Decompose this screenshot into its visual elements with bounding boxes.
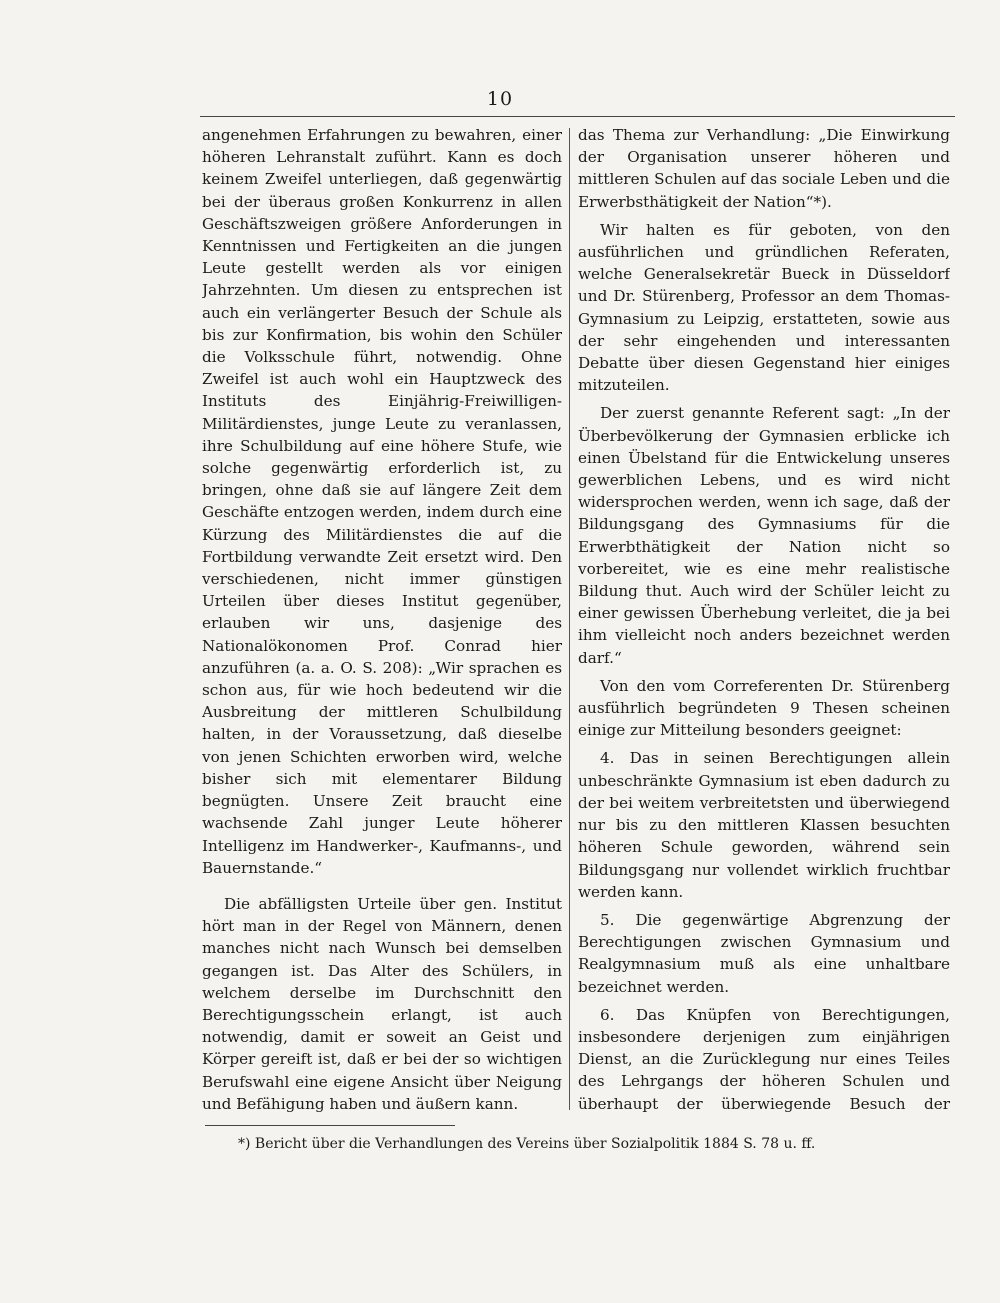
left-column	[202, 124, 562, 1112]
thesis-6: 6. Das Knüpfen von Berechtigungen, insbesondere derjenigen zum einjährigen Dienst, an die Zurücklegung nur eines Teiles des Lehrgangs der höheren Schulen und überhaupt der überwiegende Besuch der	[578, 1005, 950, 1112]
left-paragraph-2: Die abfälligsten Urteile über gen. Institut hört man in der Regel von Männern, denen manches nicht nach Wunsch bei demselben gegangen ist. Das Alter des Schülers, in welchem derselbe im Durchschnitt den Berechtigungsschein erlangt, ist auch notwendig, damit er soweit an Geist und Körper gereift ist, daß er bei der so wichtigen Berufswahl eine eigene Ansicht über Neigung und Befähigung haben und äußern kann.	[202, 894, 562, 1112]
left-paragraph-1: angenehmen Erfahrungen zu bewahren, einer höheren Lehranstalt zuführt. Kann es doch keinem Zweifel unterliegen, daß gegenwärtig bei der überaus großen Konkurrenz in allen Geschäftszweigen größere Anforderungen in Kenntnissen und Fertigkeiten an die jungen Leute gestellt werden als vor einigen Jahrzehnten. Um diesen zu entsprechen ist auch ein verlängerter Besuch der Schule als bis zur Konfirmation, bis wohin den Schüler die Volksschule führt, notwendig. Ohne Zweifel ist auch wohl ein Hauptzweck des Instituts des Einjährig-Freiwilligen-Militärdienstes, junge Leute zu veranlassen, ihre Schulbildung auf eine höhere Stufe, wie solche gegenwärtig erforderlich ist, zu bringen, ohne daß sie auf längere Zeit dem Geschäfte entzogen werden, indem durch eine Kürzung des Militärdienstes die auf die Fortbildung verwandte Zeit ersetzt wird. Den verschiedenen, nicht immer günstigen Urteilen über dieses Institut gegenüber, erlauben wir uns, dasjenige des Nationalökonomen Prof. Conrad hier anzuführen (a. a. O. S. 208): „Wir sprachen es schon aus, für wie hoch bedeutend wir die Ausbreitung der mittleren Schulbildung halten, in der Voraussetzung, daß dieselbe von jenen Schichten erworben wird, welche bisher sich mit elementarer Bildung begnügten. Unsere Zeit braucht eine wachsende Zahl junger Leute höherer Intelligenz im Handwerker-, Kaufmanns-, und Bauernstande.“	[202, 126, 562, 877]
column-divider	[569, 128, 570, 1110]
thesis-5: 5. Die gegenwärtige Abgrenzung der Berechtigungen zwischen Gymnasium und Realgymnasium muß als eine unhaltbare bezeichnet werden.	[578, 910, 950, 996]
right-paragraph-4: Von den vom Correferenten Dr. Stürenberg ausführlich begründeten 9 Thesen scheinen einige zur Mitteilung besonders geeignet:	[578, 676, 950, 740]
right-paragraph-2: Wir halten es für geboten, von den ausführlichen und gründlichen Referaten, welche Generalsekretär Bueck in Düsseldorf und Dr. Stürenberg, Professor an dem Thomas-Gymnasium zu Leipzig, erstatteten, sowie aus der sehr eingehenden und interessanten Debatte über diesen Gegenstand hier einiges mitzuteilen.	[578, 220, 950, 395]
footnote-rule	[205, 1125, 455, 1126]
footnote: *) Bericht über die Verhandlungen des Vereins über Sozialpolitik 1884 S. 78 u. ff.	[238, 1136, 816, 1152]
header-rule	[200, 116, 955, 117]
right-paragraph-1: das Thema zur Verhandlung: „Die Einwirkung der Organisation unserer höheren und mittleren Schulen auf das sociale Leben und die Erwerbsthätigkeit der Nation“*).	[578, 126, 950, 211]
thesis-4: 4. Das in seinen Berechtigungen allein unbeschränkte Gymnasium ist eben dadurch zu der bei weitem verbreitetsten und überwiegend nur bis zu den mittleren Klassen besuchten höheren Schule geworden, während sein Bildungsgang nur vollendet wirklich fruchtbar werden kann.	[578, 749, 950, 901]
right-column	[578, 124, 950, 1112]
right-paragraph-3: Der zuerst genannte Referent sagt: „In der Überbevölkerung der Gymnasien erblicke ich einen Übelstand für die Entwickelung unseres gewerblichen Lebens, und es wird nicht widersprochen werden, wenn ich sage, daß der Bildungsgang des Gymnasiums für die Erwerbthätigkeit der Nation nicht so vorbereitet, wie es eine mehr realistische Bildung thut. Auch wird der Schüler leicht zu einer gewissen Überhebung verleitet, die ja bei ihm vielleicht noch anders bezeichnet werden darf.“	[578, 404, 950, 667]
page-number: 10	[486, 88, 514, 110]
